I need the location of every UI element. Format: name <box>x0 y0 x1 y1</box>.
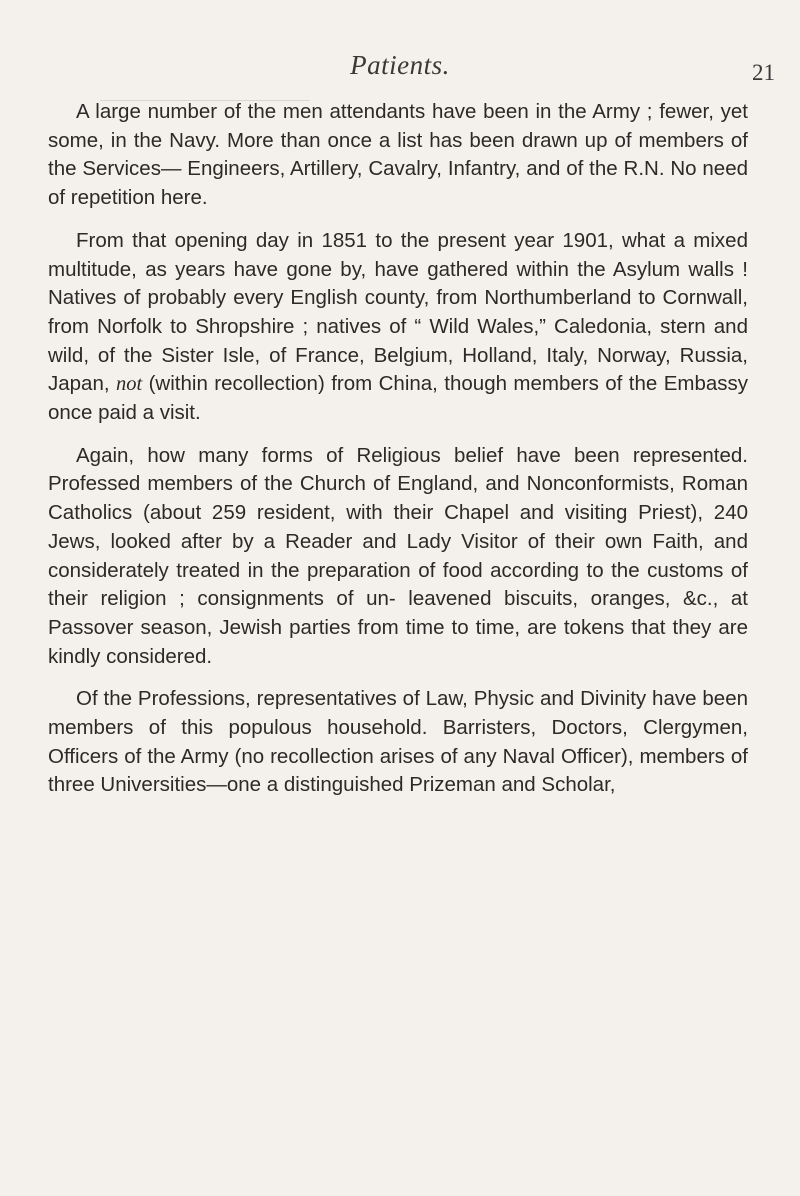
paragraph-text: Of the Professions, representatives of Law, Physic and Divinity have been members of this populous household. Barristers, Doctors, Clergymen, Officers of the Army (no recollection arises of any Naval Officer), members of three Universities—one a distinguished Prizeman and Scholar, <box>48 687 748 797</box>
body-text <box>48 98 748 814</box>
paragraph <box>48 227 748 428</box>
page-number: 21 <box>752 60 775 85</box>
page-header <box>0 46 800 86</box>
paragraph-text: From that opening day in 1851 to the present year 1901, what a mixed multitude, as years have gone by, have gathered within the Asylum walls ! Natives of probably every English county, from Northumberland to Cornwall, from Norfolk to Shropshire ; natives of “ Wild Wales,” Caledonia, stern and wild, of the Sister Isle, of France, Belgium, Holland, Italy, Norway, Russia, Japan, <box>48 228 748 396</box>
paragraph-text: Again, how many forms of Religious belief have been represented. Professed members of the Church of England, and Nonconformists, Roman Catholics (about 259 resident, with their Chapel and visiting Priest), 240 Jews, looked after by a Reader and Lady Visitor of their own Faith, and considerately treated in the preparation of food according to the customs of their religion ; consignments of un- leavened biscuits, oranges, &c., at Passover season, Jewish parties from time to time, are tokens that they are kindly considered. <box>48 443 748 668</box>
paragraph <box>48 98 748 213</box>
paragraph <box>48 442 748 672</box>
paragraph <box>48 685 748 800</box>
paragraph-text: A large number of the men attendants have been in the Army ; fewer, yet some, in the Navy. More than once a list has been drawn up of members of the Services— Engineers, Artillery, Cavalry, Infantry, and of the R.N. No need of repetition here. <box>48 100 748 210</box>
paragraph-text-continued: (within recollection) from China, though members of the Embassy once paid a visit. <box>48 372 749 425</box>
italic-word: not <box>115 373 143 396</box>
running-title: Patients. <box>350 50 450 80</box>
